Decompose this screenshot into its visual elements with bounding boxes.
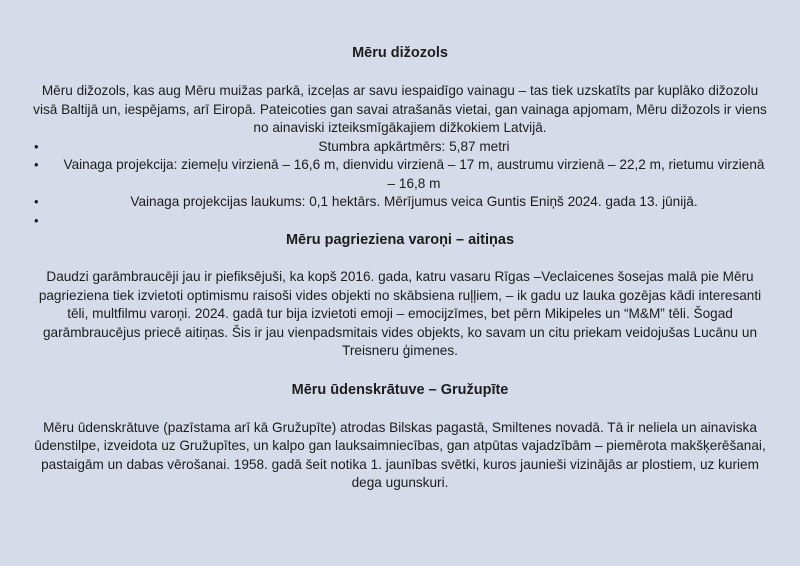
list-item: • Stumbra apkārtmērs: 5,87 metri [28, 138, 772, 157]
section-aitinas [28, 230, 772, 361]
list-item: • Vainaga projekcijas laukums: 0,1 hektārs. Mērījumus veica Guntis Eniņš 2024. gada 13. jūnijā. [28, 193, 772, 212]
document-page [28, 0, 772, 493]
section-paragraph: Daudzi garāmbraucēji jau ir piefiksējuši, ka kopš 2016. gada, katru vasaru Rīgas –Veclaicenes šosejas malā pie Mēru pagrieziena tiek izvietoti optimismu raisoši vides objekti no skābsiena ruļļiem, – ik gadu uz lauka gozējas kādi interesanti tēli, multfilmu varoņi. 2024. gadā tur bija izvietoti emoji – emocijzīmes, bet pērn Mikipeles un “M&M” tēli. Šogad garāmbraucējus priecē aitiņas. Šis ir jau vienpadsmitais vides objekts, ko savam un citu priekam veidojušas Lucānu un Treisneru ģimenes. [38, 269, 762, 358]
list-item: • Vainaga projekcija: ziemeļu virzienā – 16,6 m, dienvidu virzienā – 17 m, austrumu virzienā – 22,2 m, rietumu virzienā – 16,8 m [28, 156, 772, 193]
section-udenskratuve [28, 380, 772, 493]
list-item-empty [28, 212, 772, 231]
section-paragraph: Mēru ūdenskrātuve (pazīstama arī kā Gružupīte) atrodas Bilskas pagastā, Smiltenes novadā. Tā ir neliela un ainaviska ūdenstilpe, izveidota uz Gružupītes, un kalpo gan lauksaimniecības, gan atpūtas vajadzībām – piemērota makšķerēšanai, pastaigām un dabas vērošanai. 1958. gadā šeit notika 1. jaunības svētki, kuros jaunieši vizinājās ar plostiem, uz kuriem dega ugunskuri. [34, 419, 766, 490]
facts-list [28, 138, 772, 231]
section-title: Mēru dižozols [352, 45, 448, 61]
section-meru-dizozols [28, 43, 772, 230]
section-title: Mēru ūdenskrātuve – Gružupīte [291, 381, 509, 398]
section-paragraph: Mēru dižozols, kas aug Mēru muižas parkā, izceļas ar savu iespaidīgo vainagu – tas tiek uzskatīts par kuplāko dižozolu visā Baltijā un, iespējams, arī Eiropā. Pateicoties gan savai atrašanās vietai, gan vainaga apjomam, Mēru dižozols ir viens no ainaviski izteiksmīgākajiem dižkokiem Latvijā. [33, 83, 767, 135]
section-title: Mēru pagrieziena varoņi – aitiņas [285, 232, 515, 248]
